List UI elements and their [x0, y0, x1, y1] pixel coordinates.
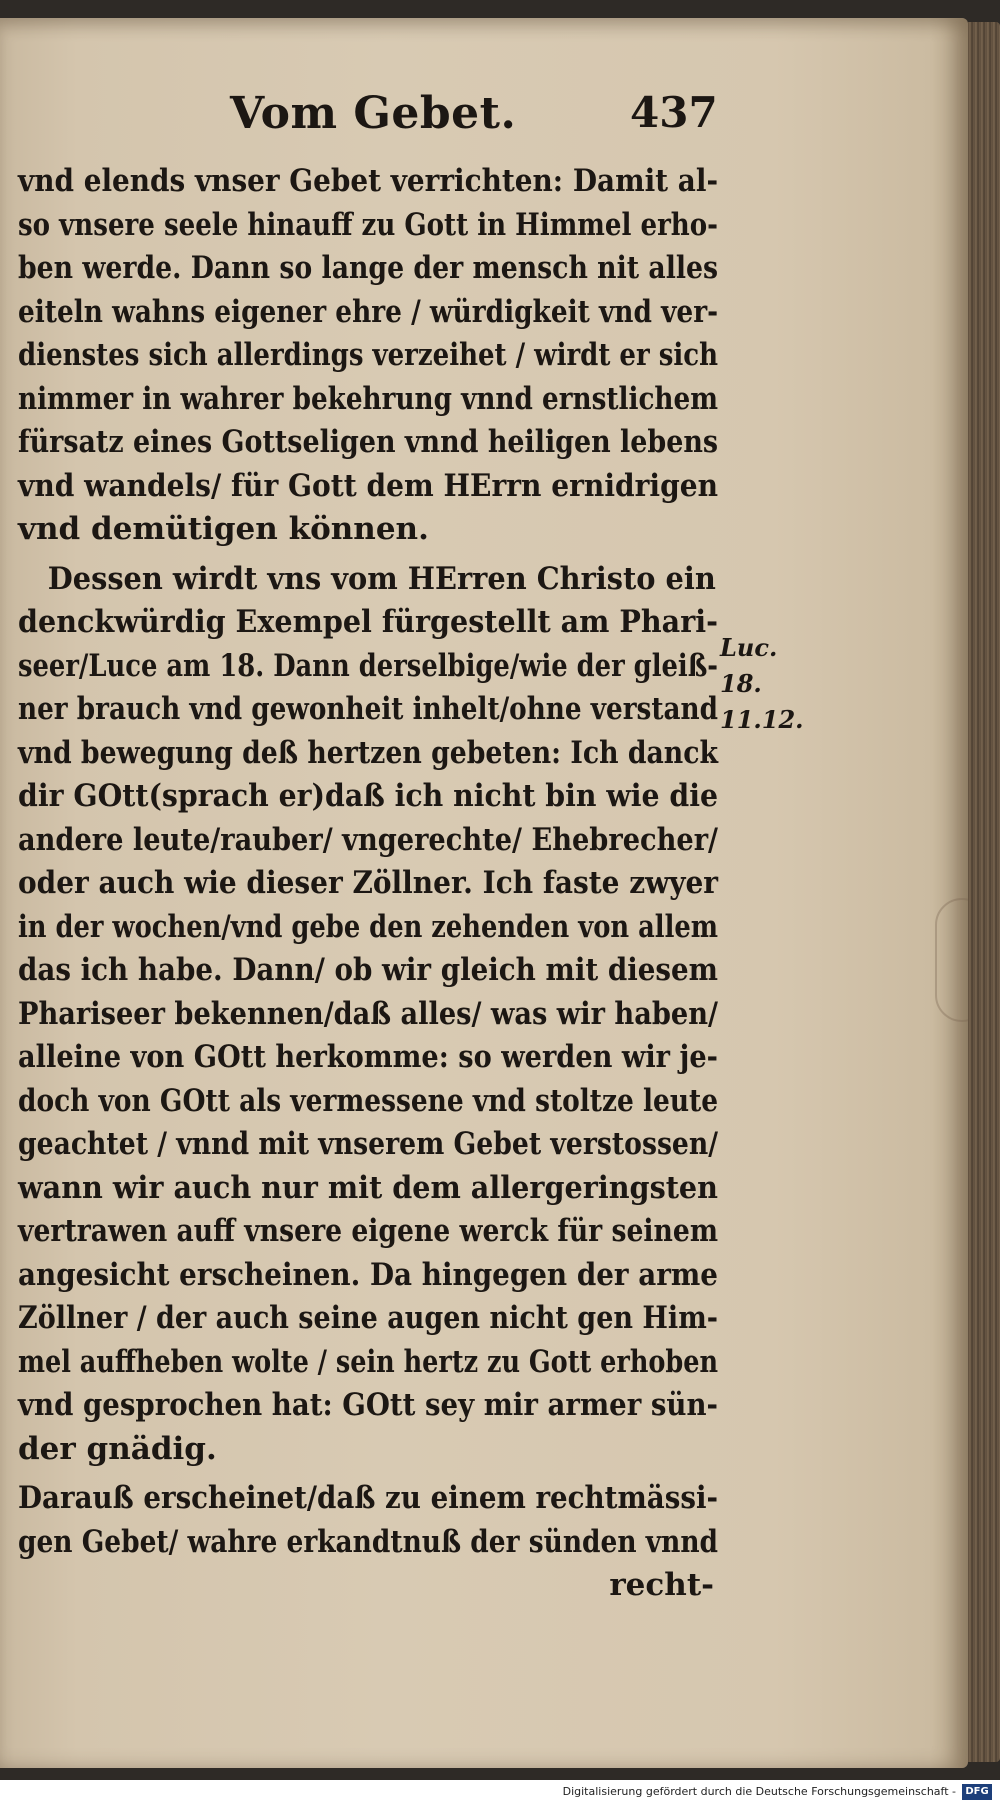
text-line: das ich habe. Dann/ ob wir gleich mit diesem — [18, 952, 719, 988]
text-line: denckwürdig Exempel fürgestellt am Phari- — [18, 604, 719, 640]
text-line: so vnsere seele hinauff zu Gott in Himmel erho- — [18, 206, 718, 243]
text-line: in der wochen/vnd gebe den zehenden von allem — [18, 908, 719, 945]
text-line: vnd elends vnser Gebet verrichten: Damit al- — [18, 163, 719, 199]
text-line: andere leute/rauber/ vngerechte/ Ehebrecher/ — [18, 821, 718, 858]
text-line: gen Gebet/ wahre erkandtnuß der sünden vnnd — [18, 1523, 719, 1560]
running-title: Vom Gebet. — [230, 88, 517, 139]
paragraph-start-line: Darauß erscheinet/daß zu einem rechtmässi- — [18, 1480, 718, 1516]
text-line: geachtet / vnnd mit vnserem Gebet verstossen/ — [18, 1126, 718, 1162]
text-line: ben werde. Dann so lange der mensch nit alles — [18, 250, 719, 286]
text-line: dienstes sich allerdings verzeihet / wirdt er sich — [18, 337, 719, 373]
book-page-edges — [968, 22, 1000, 1762]
text-line: angesicht erscheinen. Da hingegen der arme — [18, 1256, 718, 1293]
funding-credit: Digitalisierung gefördert durch die Deutsche Forschungsgemeinschaft - — [562, 1785, 956, 1798]
text-line: wann wir auch nur mit dem allergeringsten — [18, 1169, 718, 1206]
text-line: der gnädig. — [18, 1430, 217, 1467]
dfg-logo: DFG — [962, 1784, 992, 1800]
marginal-citation-book: Luc. 18. — [720, 633, 778, 698]
book-page — [0, 18, 968, 1768]
text-line: vnd bewegung deß hertzen gebeten: Ich danck — [18, 734, 718, 771]
digitization-footer — [0, 1780, 1000, 1805]
text-line: vertrawen auff vnsere eigene werck für seinem — [18, 1213, 719, 1249]
text-line: vnd demütigen können. — [18, 511, 429, 547]
page-header — [230, 88, 718, 148]
catchword: recht- — [609, 1567, 714, 1603]
text-line: mel auffheben wolte / sein hertz zu Gott erhoben — [18, 1343, 719, 1380]
text-line: eiteln wahns eigener ehre / würdigkeit vnd ver- — [18, 293, 719, 330]
text-line: dir GOtt(sprach er)daß ich nicht bin wie die — [18, 778, 719, 814]
text-line: alleine von GOtt herkomme: so werden wir je- — [18, 1039, 718, 1075]
text-line: oder auch wie dieser Zöllner. Ich faste zwyer — [18, 865, 719, 901]
text-line: doch von GOtt als vermessene vnd stoltze leute — [18, 1082, 719, 1119]
paragraph-start-line: Dessen wirdt vns vom HErren Christo ein — [47, 560, 716, 597]
text-line: vnd gesprochen hat: GOtt sey mir armer sün- — [18, 1387, 719, 1423]
marginal-citation-verses: 11.12. — [720, 705, 804, 734]
text-line: ner brauch vnd gewonheit inhelt/ohne verstand — [18, 691, 718, 727]
text-line: vnd wandels/ für Gott dem HErrn ernidrigen — [18, 467, 719, 504]
text-line: fürsatz eines Gottseligen vnnd heiligen lebens — [18, 424, 719, 460]
text-line: nimmer in wahrer bekehrung vnnd ernstlichem — [18, 380, 718, 417]
body-text — [18, 160, 718, 1608]
marginal-citation — [720, 630, 820, 738]
text-line: Zöllner / der auch seine augen nicht gen Him- — [18, 1300, 718, 1336]
text-line: seer/Luce am 18. Dann derselbige/wie der gleiß- — [18, 647, 719, 684]
page-number: 437 — [630, 88, 718, 137]
text-line: Phariseer bekennen/daß alles/ was wir haben/ — [18, 995, 718, 1032]
